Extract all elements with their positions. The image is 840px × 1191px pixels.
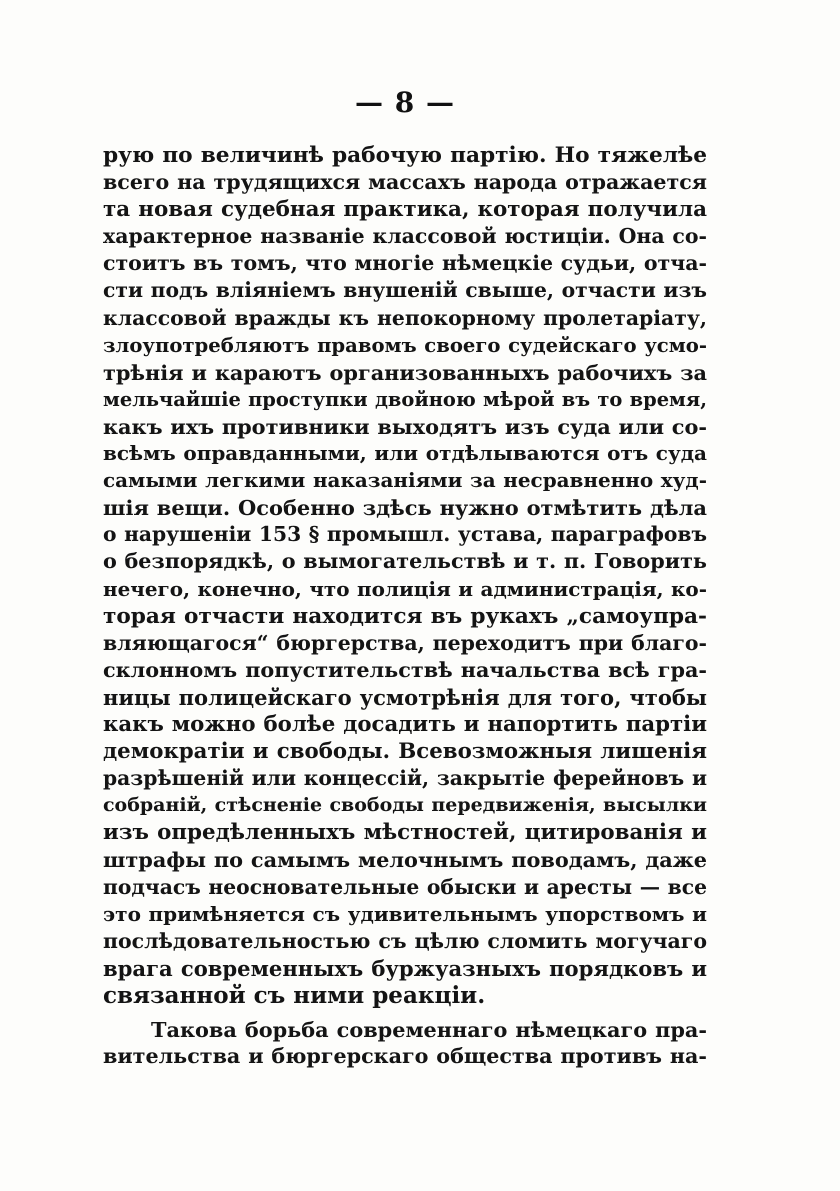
- text-line: всѣмъ оправданными, или отдѣлываются отъ суда: [103, 441, 707, 466]
- text-line: вляющагося“ бюргерства, переходитъ при благо-: [103, 630, 707, 655]
- text-line: ницы полицейскаго усмотрѣнія для того, чтобы: [103, 684, 707, 710]
- text-line: всего на трудящихся массахъ народа отражается: [103, 170, 707, 195]
- text-line: связанной съ ними реакціи.: [103, 981, 486, 1009]
- text-line: вительства и бюргерскаго общества противъ на-: [103, 1044, 707, 1069]
- text-line: мельчайшіе проступки двойною мѣрой въ то время,: [103, 387, 707, 411]
- text-line: штрафы по самымъ мелочнымъ поводамъ, даже: [103, 847, 707, 873]
- text-line: характерное названіе классовой юстиціи. Она со-: [103, 224, 707, 249]
- text-line: разрѣшеній или концессій, закрытіе ферейновъ и: [103, 766, 707, 791]
- text-line: собраній, стѣсненіе свободы передвиженія, высылки: [103, 794, 707, 817]
- text-line: классовой вражды къ непокорному пролетаріату,: [103, 305, 707, 330]
- paragraph-gap: [103, 1009, 707, 1016]
- text-line: подчасъ неосновательные обыски и аресты — все: [103, 874, 707, 899]
- text-line: злоупотребляютъ правомъ своего судейскаго усмо-: [103, 333, 707, 357]
- text-line: демократіи и свободы. Всевозможныя лишенія: [103, 739, 707, 765]
- text-line: рую по величинѣ рабочую партію. Но тяжелѣе: [103, 143, 707, 168]
- page-number: — 8 —: [355, 86, 455, 119]
- text-line: стоитъ въ томъ, что многіе нѣмецкіе судьи, отча-: [103, 251, 707, 276]
- text-line: Такова борьба современнаго нѣмецкаго пра-: [151, 1017, 707, 1042]
- text-line: самыми легкими наказаніями за несравненно худ-: [103, 468, 707, 493]
- text-line: та новая судебная практика, которая получила: [103, 197, 707, 223]
- text-line: послѣдовательностью съ цѣлю сломить могучаго: [103, 928, 707, 953]
- text-line: врага современныхъ буржуазныхъ порядковъ и: [103, 955, 707, 981]
- paragraph: [103, 142, 707, 1009]
- text-line: нечего, конечно, что полиція и администрація, ко-: [103, 576, 707, 601]
- text-line: склонномъ попустительствѣ начальства всѣ гра-: [103, 657, 707, 682]
- page-body-text: [103, 142, 707, 1070]
- text-line: трѣнія и караютъ организованныхъ рабочихъ за: [103, 359, 707, 385]
- text-line: изъ опредѣленныхъ мѣстностей, цитированія и: [103, 820, 707, 846]
- text-line: какъ ихъ противники выходятъ изъ суда или со-: [103, 413, 707, 439]
- text-line: какъ можно болѣе досадить и напортить партіи: [103, 711, 707, 737]
- text-line: сти подъ вліяніемъ внушеній свыше, отчасти изъ: [103, 278, 707, 303]
- text-line: шія вещи. Особенно здѣсь нужно отмѣтить дѣла: [103, 495, 707, 521]
- text-line: о безпорядкѣ, о вымогательствѣ и т. п. Говорить: [103, 549, 707, 574]
- text-line: торая отчасти находится въ рукахъ „самоупра-: [103, 603, 707, 629]
- text-line: о нарушеніи 153 § промышл. устава, параграфовъ: [103, 522, 707, 547]
- text-line: это примѣняется съ удивительнымъ упорствомъ и: [103, 901, 707, 926]
- paragraph: [103, 1016, 707, 1070]
